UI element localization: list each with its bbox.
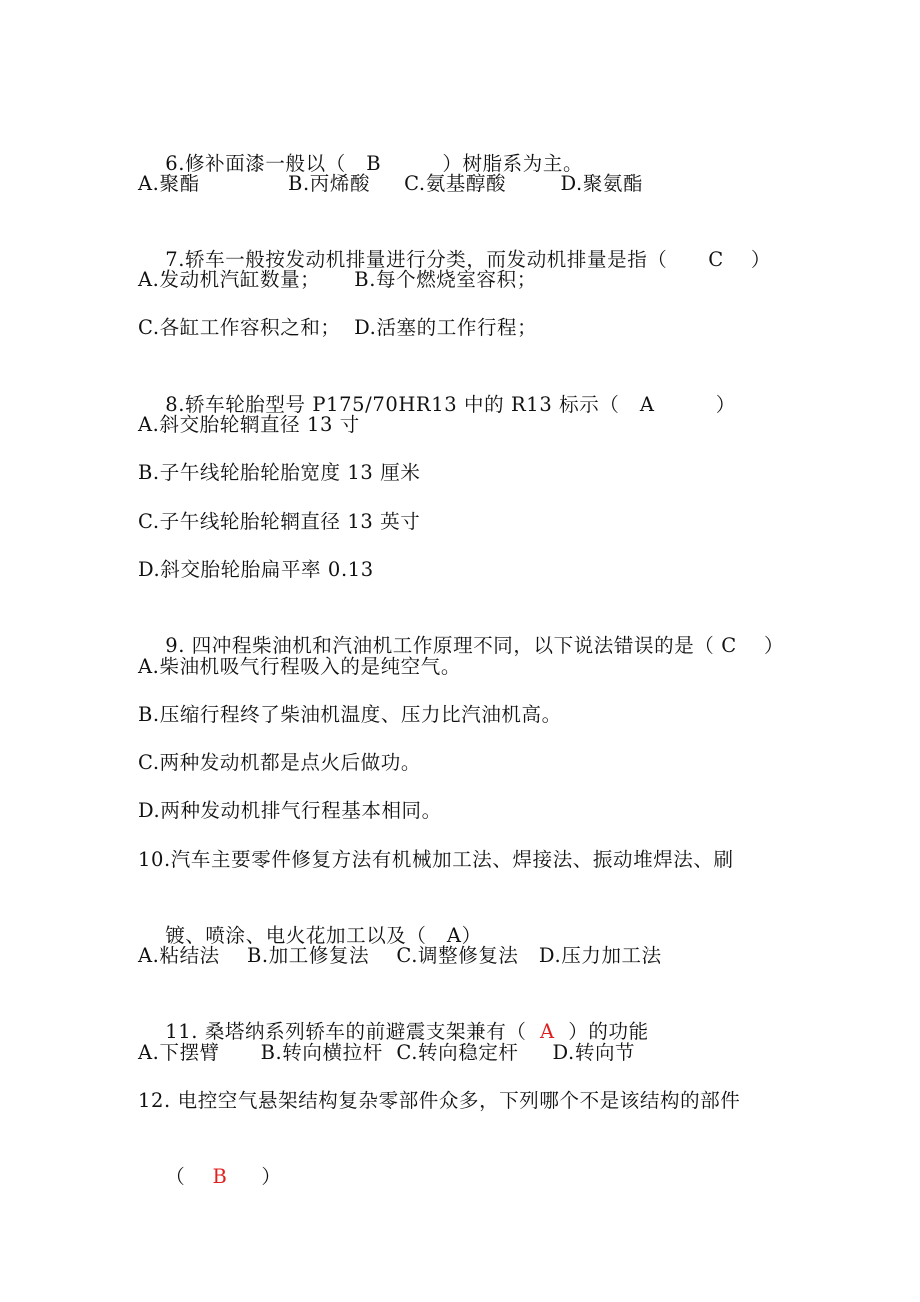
question-9-option-b: B.压缩行程终了柴油机温度、压力比汽油机高。: [138, 703, 562, 726]
q11-stem-after: ）的功能: [554, 1020, 649, 1043]
question-8-option-b: B.子午线轮胎轮胎宽度 13 厘米: [138, 461, 421, 484]
q10-answer: A: [446, 924, 462, 947]
q12-stem-before: （: [165, 1165, 213, 1188]
q10-stem-before: 镀、喷涂、电火花加工以及（: [165, 924, 447, 947]
q7-stem-before: 7.轿车一般按发动机排量进行分类，而发动机排量是指（: [165, 248, 709, 271]
q12-stem-after: ）: [227, 1165, 282, 1188]
question-10-stem-line1: 10.汽车主要零件修复方法有机械加工法、焊接法、振动堆焊法、刷: [138, 848, 734, 871]
question-9-option-c: C.两种发动机都是点火后做功。: [138, 751, 421, 774]
question-7-options-ab: A.发动机汽缸数量； B.每个燃烧室容积；: [138, 268, 537, 291]
question-8-option-a: A.斜交胎轮辋直径 13 寸: [138, 413, 360, 436]
q6-stem-before: 6.修补面漆一般以（: [165, 152, 367, 175]
question-8-option-d: D.斜交胎轮胎扁平率 0.13: [138, 558, 374, 581]
q8-stem-before: 8.轿车轮胎型号 P175/70HR13 中的 R13 标示（: [165, 393, 640, 416]
question-8-stem: [138, 363, 736, 416]
question-11-options: A.下摆臂 B.转向横拉杆 C.转向稳定杆 D.转向节: [138, 1041, 636, 1064]
question-8-option-c: C.子午线轮胎轮辋直径 13 英寸: [138, 510, 421, 533]
question-9-option-a: A.柴油机吸气行程吸入的是纯空气。: [138, 655, 461, 678]
question-7-stem: [138, 218, 772, 271]
q9-answer: C: [721, 634, 737, 657]
q7-stem-after: ）: [723, 248, 772, 271]
question-6-options: A.聚酯 B.丙烯酸 C.氨基醇酸 D.聚氨酯: [138, 172, 644, 195]
q9-stem-after: ）: [736, 634, 785, 657]
q8-stem-after: ）: [654, 393, 736, 416]
q11-stem-before: 11. 桑塔纳系列轿车的前避震支架兼有（: [165, 1020, 541, 1043]
q10-stem-after: ）: [461, 924, 482, 947]
question-12-stem-line1: 12. 电控空气悬架结构复杂零部件众多，下列哪个不是该结构的部件: [138, 1089, 741, 1112]
q8-answer: A: [639, 393, 655, 416]
q9-stem-before: 9. 四冲程柴油机和汽油机工作原理不同，以下说法错误的是（: [165, 634, 722, 657]
q11-answer: A: [540, 1020, 555, 1043]
q7-answer: C: [708, 248, 724, 271]
question-10-options: A.粘结法 B.加工修复法 C.调整修复法 D.压力加工法: [138, 944, 662, 967]
question-10-stem-line2: [138, 894, 482, 947]
q6-answer: B: [366, 152, 382, 175]
question-6-stem: [138, 122, 584, 175]
question-11-stem: [138, 990, 649, 1043]
question-12-stem-line2: [138, 1135, 282, 1188]
q12-answer: B: [212, 1165, 228, 1188]
q6-stem-after: ）树脂系为主。: [381, 152, 584, 175]
question-9-option-d: D.两种发动机排气行程基本相同。: [138, 799, 442, 822]
question-7-options-cd: C.各缸工作容积之和； D.活塞的工作行程；: [138, 316, 538, 339]
question-9-stem: [138, 604, 785, 657]
